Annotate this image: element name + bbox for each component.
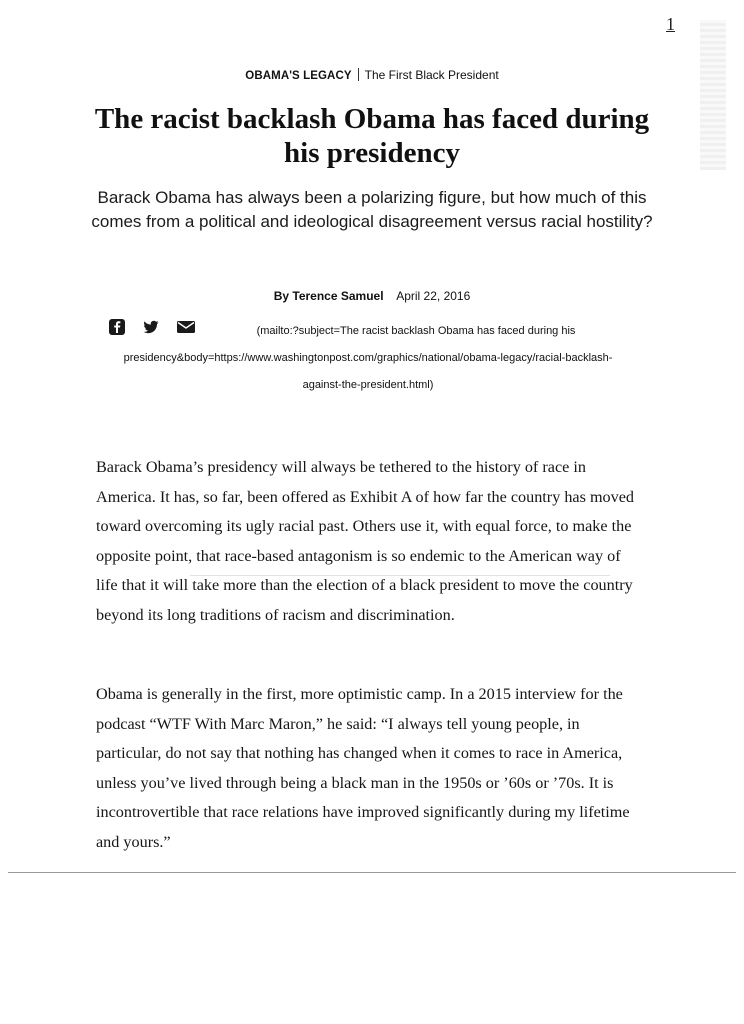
article-dek: Barack Obama has always been a polarizing figure, but how much of this comes from a political and ideological disagreement versus racial hostility? [91, 188, 653, 231]
section-link[interactable]: The First Black President [364, 68, 499, 82]
body-paragraph-1: Barack Obama’s presidency will always be tethered to the history of race in America. It has, so far, been offered as Exhibit A of how far the country has moved toward overcoming its ugly racial past. Others use it, with equal force, to make the opposite point, that race-based antagonism is so endemic to the American way of life that it will take more than the election of a black president to move the country beyond its long traditions of racism and discrimination. [96, 458, 635, 624]
scan-fold-line [190, 575, 610, 576]
body-paragraph-2: Obama is generally in the first, more optimistic camp. In a 2015 interview for the podcast “WTF With Marc Maron,” he said: “I always tell young people, in particular, do not say that nothing has changed when it comes to race in America, unless you’ve lived through being a black man in the 1950s or ’60s or ’70s. It is incontrovertible that race relations have improved significantly during my lifetime and yours.” [96, 685, 630, 851]
kicker-link[interactable]: OBAMA'S LEGACY [245, 70, 352, 82]
byline [0, 289, 744, 303]
scan-edge-artifact [700, 20, 726, 170]
author-name[interactable]: By Terence Samuel [273, 289, 384, 303]
publish-date: April 22, 2016 [396, 289, 471, 303]
page-bottom-rule [8, 872, 736, 873]
mailto-link-text[interactable]: (mailto:?subject=The racist backlash Obama has faced during his presidency&body=https://www.washingtonpost.com/graphics/national/obama-legacy/racial-backlash-against-the-president.html) [123, 325, 613, 391]
article-title: The racist backlash Obama has faced during his presidency [94, 103, 650, 169]
page-number: 1 [666, 14, 675, 34]
kicker-divider [358, 68, 359, 81]
article-header [0, 68, 744, 82]
